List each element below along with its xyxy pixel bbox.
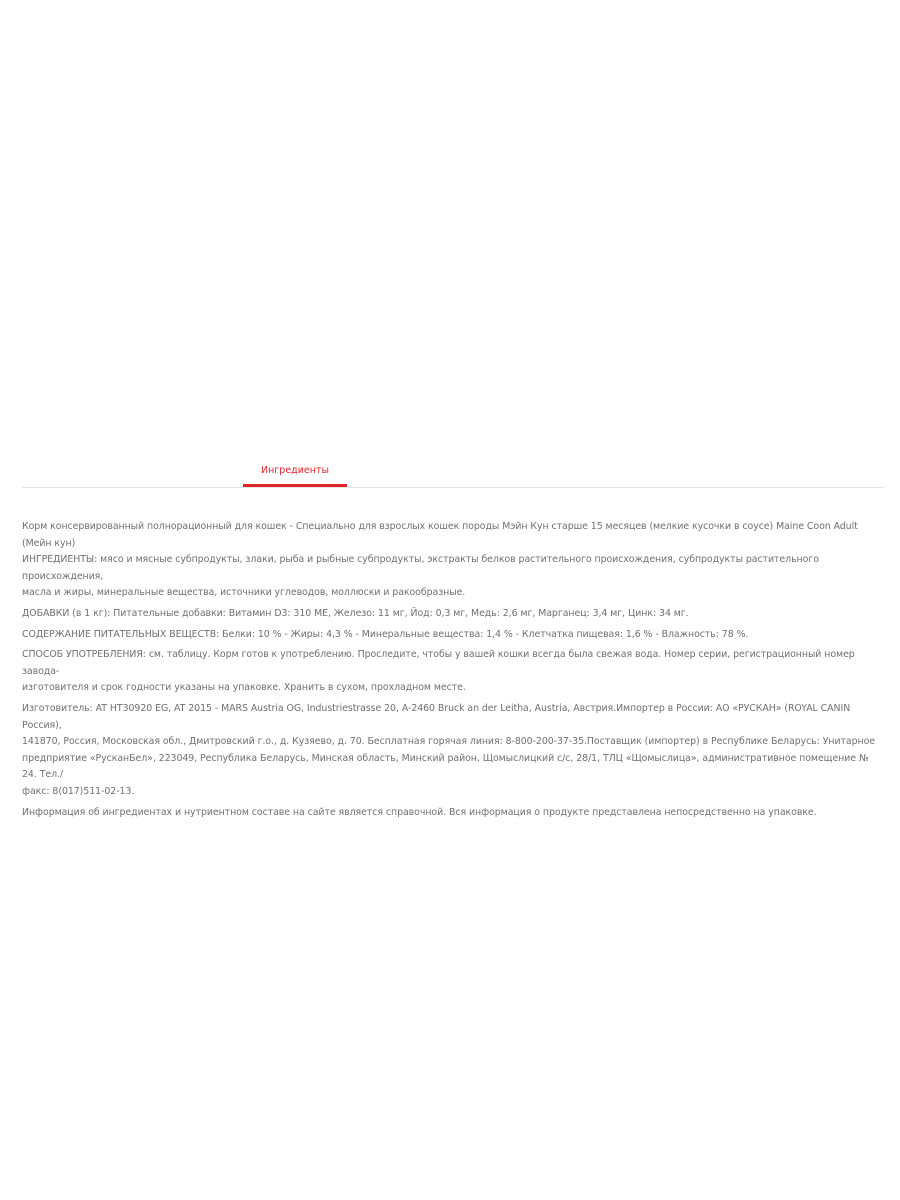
- tabs-bar: [22, 455, 884, 488]
- manufacturer-text: Изготовитель: AT HT30920 EG, AT 2015 - MARS Austria OG, Industriestrasse 20, A-2460 Bruck an der Leitha, Austria, Австрия.Импортер в России: АО «РУСКАН» (ROYAL CANIN Россия), 141870, Россия, Московская обл., Дмитровский г.о., д. Кузяево, д. 70. Бесплатная горячая линия: 8-800-200-37-35.Поставщик (импортер) в Республике Беларусь: Унитарное предприятие «РусканБел», 223049, Республика Беларусь, Минская область, Минский район, Щомыслицкий с/с, 28/1, ТЛЦ «Щомыслица», административное помещение № 24. Тел./ факс: 8(017)511-02-13.: [22, 702, 875, 797]
- tab-ingredients[interactable]: Ингредиенты: [260, 465, 330, 476]
- ingredients-content: [22, 519, 884, 825]
- additives-text: ДОБАВКИ (в 1 кг): Питательные добавки: Витамин D3: 310 МЕ, Железо: 11 мг, Йод: 0,3 мг, Медь: 2,6 мг, Марганец: 3,4 мг, Цинк: 34 мг.: [22, 607, 689, 619]
- disclaimer-text: Информация об ингредиентах и нутриентном составе на сайте является справочной. Вся информация о продукте представлена непосредственно на упаковке.: [22, 806, 817, 818]
- active-tab-indicator: [243, 484, 347, 487]
- product-description-text: Корм консервированный полнорационный для кошек - Специально для взрослых кошек породы Мэйн Кун старше 15 месяцев (мелкие кусочки в соусе) Maine Coon Adult (Мейн кун) ИНГРЕДИЕНТЫ: мясо и мясные субпродукты, злаки, рыба и рыбные субпродукты, экстракты белков растительного происхождения, субпродукты растительного происхождения, масла и жиры, минеральные вещества, источники углеводов, моллюски и ракообразные.: [22, 521, 858, 599]
- nutrients-text: СОДЕРЖАНИЕ ПИТАТЕЛЬНЫХ ВЕЩЕСТВ: Белки: 10 % - Жиры: 4,3 % - Минеральные вещества: 1,4 % - Клетчатка пищевая: 1,6 % - Влажность: 78 %.: [22, 628, 749, 640]
- usage-text: СПОСОБ УПОТРЕБЛЕНИЯ: см. таблицу. Корм готов к употреблению. Проследите, чтобы у вашей кошки всегда была свежая вода. Номер серии, регистрационный номер завода- изготовителя и срок годности указаны на упаковке. Хранить в сухом, прохладном месте.: [22, 649, 855, 694]
